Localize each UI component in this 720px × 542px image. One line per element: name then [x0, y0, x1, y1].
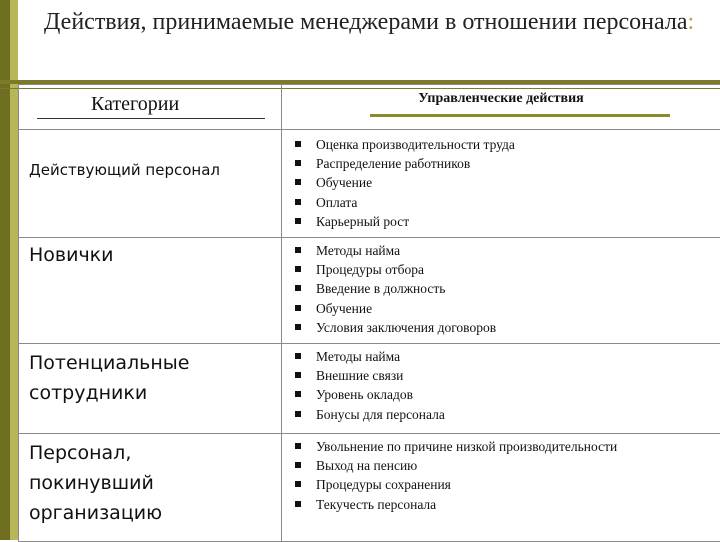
actions-cell [282, 434, 720, 542]
category-label: Персонал, покинувший организацию [19, 434, 281, 528]
square-bullet-icon [295, 391, 301, 397]
category-cell [19, 130, 282, 238]
list-item: Обучение [282, 173, 720, 192]
actions-list [282, 344, 720, 424]
list-item: Карьерный рост [282, 212, 720, 231]
actions-cell [282, 238, 720, 344]
list-item: Введение в должность [282, 279, 720, 298]
square-bullet-icon [295, 305, 301, 311]
category-label: Новички [19, 238, 281, 270]
square-bullet-icon [295, 443, 301, 449]
table-row [19, 238, 720, 344]
list-item: Оплата [282, 193, 720, 212]
category-label: Действующий персонал [19, 130, 281, 179]
header-cell-actions [282, 85, 720, 130]
slide-title-colon: : [688, 9, 695, 35]
list-item: Распределение работников [282, 154, 720, 173]
actions-list [282, 434, 720, 514]
square-bullet-icon [295, 372, 301, 378]
list-item: Текучесть персонала [282, 495, 720, 514]
square-bullet-icon [295, 160, 301, 166]
list-item: Процедуры отбора [282, 260, 720, 279]
square-bullet-icon [295, 218, 301, 224]
actions-cell [282, 130, 720, 238]
square-bullet-icon [295, 141, 301, 147]
category-cell [19, 344, 282, 434]
header-categories-label: Категории [91, 93, 179, 115]
table-row [19, 344, 720, 434]
square-bullet-icon [295, 324, 301, 330]
list-item: Процедуры сохранения [282, 475, 720, 494]
list-item: Методы найма [282, 241, 720, 260]
table-header-row [19, 85, 720, 130]
square-bullet-icon [295, 462, 301, 468]
header-categories-underline [37, 118, 265, 119]
square-bullet-icon [295, 353, 301, 359]
list-item: Выход на пенсию [282, 456, 720, 475]
slide-title-text: Действия, принимаемые менеджерами в отношении персонала [44, 9, 688, 35]
list-item: Уровень окладов [282, 385, 720, 404]
slide-title [44, 6, 704, 38]
table-row [19, 130, 720, 238]
square-bullet-icon [295, 199, 301, 205]
list-item: Условия заключения договоров [282, 318, 720, 337]
header-actions-underline [370, 114, 670, 117]
category-label: Потенциальные сотрудники [19, 344, 281, 408]
table-row [19, 434, 720, 542]
list-item: Обучение [282, 299, 720, 318]
list-item: Методы найма [282, 347, 720, 366]
header-cell-categories [19, 85, 282, 130]
list-item: Оценка производительности труда [282, 135, 720, 154]
actions-list [282, 238, 720, 337]
square-bullet-icon [295, 179, 301, 185]
square-bullet-icon [295, 481, 301, 487]
square-bullet-icon [295, 266, 301, 272]
actions-cell [282, 344, 720, 434]
actions-list [282, 130, 720, 231]
list-item: Внешние связи [282, 366, 720, 385]
list-item: Увольнение по причине низкой производительности [282, 437, 720, 456]
personnel-actions-table [18, 84, 720, 542]
square-bullet-icon [295, 285, 301, 291]
square-bullet-icon [295, 501, 301, 507]
category-cell [19, 238, 282, 344]
square-bullet-icon [295, 247, 301, 253]
list-item: Бонусы для персонала [282, 405, 720, 424]
square-bullet-icon [295, 411, 301, 417]
header-actions-label: Управленческие действия [418, 91, 583, 106]
category-cell [19, 434, 282, 542]
